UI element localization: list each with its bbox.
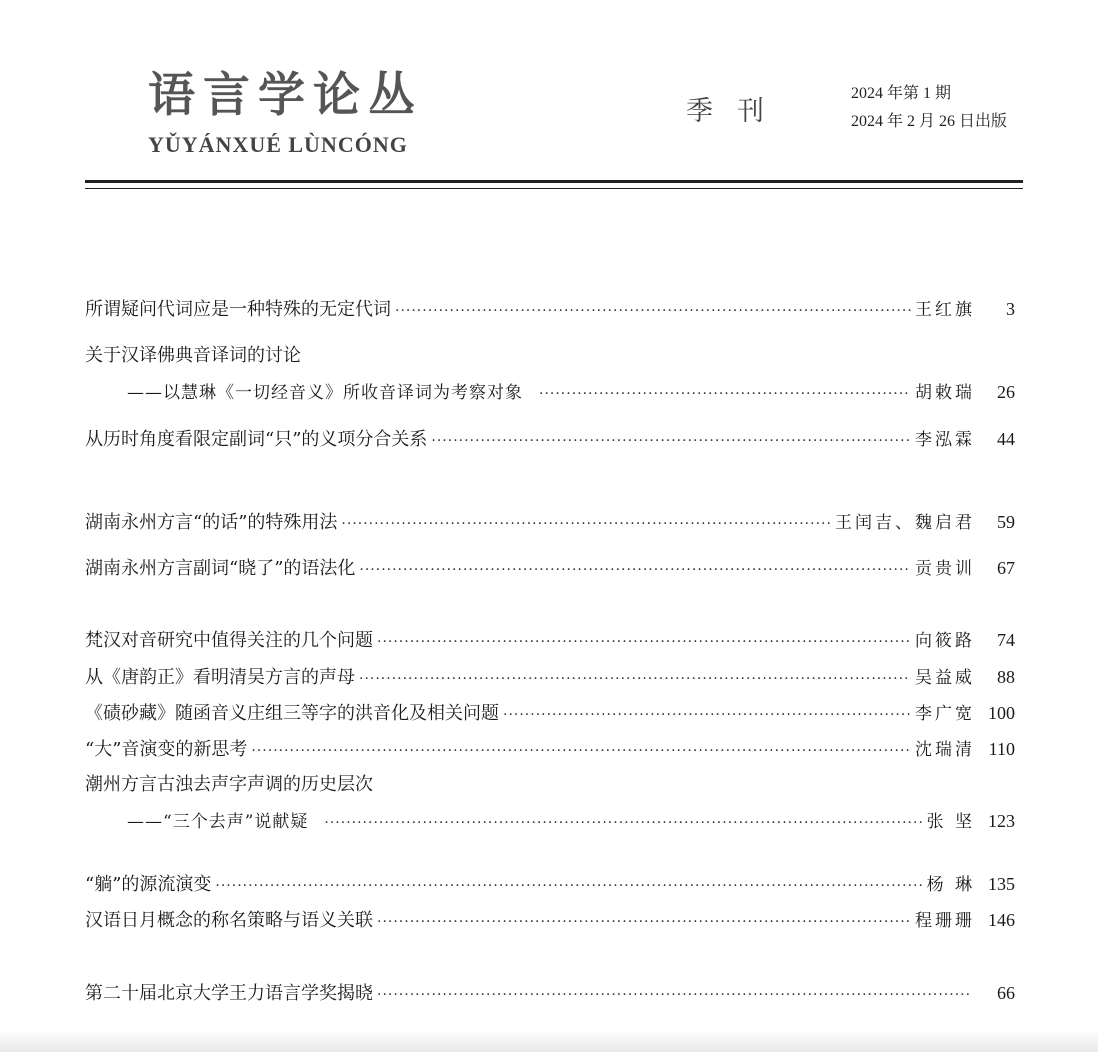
toc-entry-author: 杨 琳 xyxy=(926,875,975,895)
toc-entry[interactable] xyxy=(85,908,1015,934)
toc-entry-page: 146 xyxy=(988,910,1015,930)
toc-entry-title: 湖南永州方言副词“晓了”的语法化 xyxy=(85,558,356,579)
toc-entry-author: 向筱路 xyxy=(915,631,975,651)
toc-entry-author: 胡敕瑞 xyxy=(915,383,975,403)
issue-number: 2024 年第 1 期 xyxy=(851,85,952,102)
toc-entry[interactable] xyxy=(85,872,1015,898)
toc-entry[interactable] xyxy=(85,701,1015,727)
toc-entry-page: 66 xyxy=(997,983,1015,1003)
toc-entry-page: 74 xyxy=(997,630,1015,650)
toc-entry-title: “大”音演变的新思考 xyxy=(85,739,248,760)
toc-entry-title: 梵汉对音研究中值得关注的几个问题 xyxy=(85,630,373,651)
toc-entry[interactable] xyxy=(85,556,1015,582)
toc-entry-page: 110 xyxy=(988,739,1015,759)
toc-entry-author: 王闰吉、魏启君 xyxy=(835,513,975,533)
toc-entry-title: 汉语日月概念的称名策略与语义关联 xyxy=(85,910,373,931)
dot-leader xyxy=(377,910,911,934)
toc-entry-page: 44 xyxy=(997,429,1015,449)
toc-entry-page: 88 xyxy=(997,667,1015,687)
dot-leader xyxy=(431,429,911,453)
dot-leader xyxy=(395,299,911,323)
toc-entry-title: 所谓疑问代词应是一种特殊的无定代词 xyxy=(85,299,391,320)
toc-entry-page: 59 xyxy=(997,512,1015,532)
dot-leader xyxy=(377,983,971,1007)
journal-pinyin: YǓYÁNXUÉ LÙNCÓNG xyxy=(148,132,408,157)
toc-entry-author: 王红旗 xyxy=(915,300,975,320)
dot-leader xyxy=(539,382,911,406)
publication-frequency: 季刊 xyxy=(686,96,788,127)
toc-entry-author: 李广宽 xyxy=(915,704,975,724)
toc-entry[interactable] xyxy=(85,344,1015,368)
toc-entry-subtitle[interactable] xyxy=(85,809,1015,835)
toc-entry-page: 123 xyxy=(988,811,1015,831)
toc-entry-author: 贡贵训 xyxy=(915,559,975,579)
publication-date: 2024 年 2 月 26 日出版 xyxy=(851,113,1008,130)
toc-entry-page: 3 xyxy=(1006,299,1015,319)
dot-leader xyxy=(251,739,911,763)
dot-leader xyxy=(215,874,922,898)
toc-entry-title: 潮州方言古浊去声字声调的历史层次 xyxy=(85,774,373,795)
toc-entry[interactable] xyxy=(85,628,1015,654)
toc-entry-title: 关于汉译佛典音译词的讨论 xyxy=(85,345,301,366)
toc-entry-title: ——以慧琳《一切经音义》所收音译词为考察对象 xyxy=(127,383,523,403)
toc-entry-subtitle[interactable] xyxy=(85,380,1015,406)
toc-entry-title: 从历时角度看限定副词“只”的义项分合关系 xyxy=(85,429,428,450)
toc-entry-author: 吴益威 xyxy=(915,668,975,688)
toc-entry-page: 135 xyxy=(988,874,1015,894)
toc-entry-title: 湖南永州方言“的话”的特殊用法 xyxy=(85,512,338,533)
dot-leader xyxy=(359,667,911,691)
toc-entry[interactable] xyxy=(85,297,1015,323)
toc-entry-title: ——“三个去声”说献疑 xyxy=(127,812,309,832)
toc-entry-author: 张 坚 xyxy=(926,812,975,832)
toc-entry[interactable] xyxy=(85,427,1015,453)
toc-entry[interactable] xyxy=(85,981,1015,1007)
toc-entry-page: 67 xyxy=(997,558,1015,578)
dot-leader xyxy=(359,558,911,582)
header-rule-thin xyxy=(85,188,1023,189)
toc-entry[interactable] xyxy=(85,665,1015,691)
toc-entry-author: 李泓霖 xyxy=(915,430,975,450)
toc-entry[interactable] xyxy=(85,510,1015,536)
page-bottom-shadow xyxy=(0,1030,1098,1052)
toc-entry-title: 从《唐韵正》看明清吴方言的声母 xyxy=(85,667,355,688)
toc-entry[interactable] xyxy=(85,773,1015,797)
header-rule-thick xyxy=(85,180,1023,183)
toc-entry-title: 《碛砂藏》随函音义庄组三等字的洪音化及相关问题 xyxy=(85,703,499,724)
toc-entry-page: 100 xyxy=(988,703,1015,723)
toc-entry[interactable] xyxy=(85,737,1015,763)
toc-entry-author: 程珊珊 xyxy=(915,911,975,931)
dot-leader xyxy=(341,512,831,536)
dot-leader xyxy=(503,703,911,727)
toc-entry-author: 沈瑞清 xyxy=(915,740,975,760)
dot-leader xyxy=(324,811,922,835)
toc-entry-title: “躺”的源流演变 xyxy=(85,874,212,895)
dot-leader xyxy=(377,630,911,654)
journal-title: 语言学论丛 xyxy=(148,68,423,123)
issue-info xyxy=(851,80,1007,136)
toc-entry-title: 第二十届北京大学王力语言学奖揭晓 xyxy=(85,983,373,1004)
toc-entry-page: 26 xyxy=(997,382,1015,402)
